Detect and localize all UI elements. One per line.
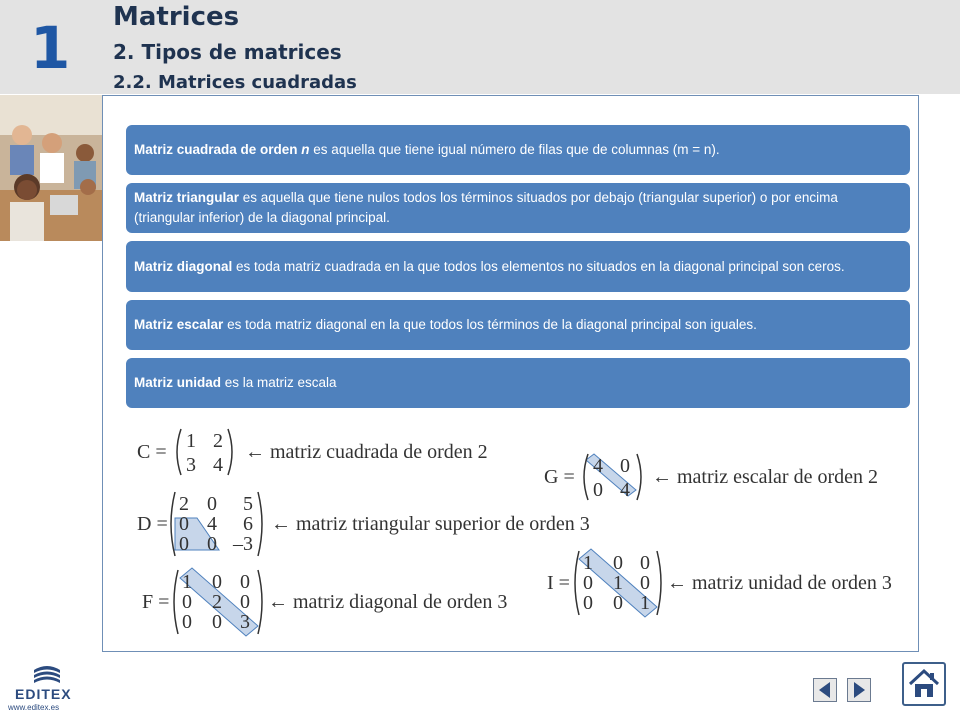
matrix-caption: ← matriz diagonal de orden 3	[268, 591, 508, 613]
home-icon	[904, 664, 944, 704]
matrix-cell: 0	[207, 493, 217, 515]
matrix-name: I =	[547, 572, 570, 594]
definition-text: es aquella que tiene nulos todos los términos situados por debajo (triangular superior) o por encima (triangular inferior) de la diagonal principal.	[134, 190, 838, 225]
previous-button[interactable]	[813, 678, 837, 702]
matrix-caption: ← matriz triangular superior de orden 3	[271, 513, 590, 535]
definition-term: Matriz triangular	[134, 190, 240, 205]
matrix-name: C =	[137, 441, 167, 463]
matrix-cell: 1	[613, 572, 623, 594]
matrix-cell: 0	[640, 552, 650, 574]
matrix-cell: 3	[240, 611, 250, 633]
home-button[interactable]	[902, 662, 946, 706]
definition-term: Matriz unidad	[134, 375, 221, 390]
matrix-cell: 4	[213, 454, 223, 476]
students-photo	[0, 95, 103, 241]
definition-text: es aquella que tiene igual número de filas que de columnas (m = n).	[309, 142, 720, 157]
matrix-cell: 0	[212, 571, 222, 593]
matrix-cell: 0	[613, 592, 623, 614]
matrix-cell: 4	[207, 513, 217, 535]
matrix-cell: 0	[593, 479, 603, 501]
matrix-cell: 1	[182, 571, 192, 593]
matrix-name: G =	[544, 466, 575, 488]
matrix-cell: 0	[182, 591, 192, 613]
definition-term: Matriz diagonal	[134, 258, 233, 274]
page-title: Matrices	[113, 2, 240, 32]
next-button[interactable]	[847, 678, 871, 702]
section-title: 2. Tipos de matrices	[113, 40, 342, 64]
subsection-title: 2.2. Matrices cuadradas	[113, 72, 357, 93]
matrix-cell: 0	[620, 455, 630, 477]
definition-scalar-matrix	[126, 300, 910, 350]
website-link[interactable]: www.editex.es	[8, 703, 60, 712]
matrix-cell: 1	[186, 430, 196, 452]
triangle-left-icon	[814, 679, 836, 701]
definition-identity-matrix	[126, 358, 910, 408]
matrix-caption: ← matriz cuadrada de orden 2	[245, 441, 488, 463]
definition-text: es la matriz escala	[221, 375, 337, 390]
matrix-cell: 6	[243, 513, 253, 535]
definition-var: n	[301, 142, 310, 157]
matrix-d-example	[135, 488, 595, 560]
matrix-g-example	[542, 450, 902, 505]
matrix-cell: 5	[243, 493, 253, 515]
definition-term: Matriz cuadrada de orden	[134, 142, 302, 157]
matrix-cell: 0	[212, 611, 222, 633]
matrix-name: F =	[142, 591, 170, 613]
matrix-cell: 2	[213, 430, 223, 452]
matrix-cell: 0	[640, 572, 650, 594]
matrix-caption: ← matriz escalar de orden 2	[652, 466, 879, 488]
matrix-cell: 0	[583, 572, 593, 594]
matrix-i-example	[545, 547, 915, 619]
matrix-cell: 1	[640, 592, 650, 614]
definition-term: Matriz escalar	[134, 317, 224, 332]
matrix-name: D =	[137, 513, 168, 535]
matrix-cell: 0	[207, 533, 217, 555]
matrix-cell: 4	[593, 455, 603, 477]
matrix-cell: 3	[186, 454, 196, 476]
matrix-cell: 0	[179, 533, 189, 555]
definition-text: es toda matriz diagonal en la que todos los términos de la diagonal principal son iguales.	[223, 317, 757, 332]
matrix-cell: 0	[240, 571, 250, 593]
definition-text: es toda matriz cuadrada en la que todos los elementos no situados en la diagonal principal son ceros.	[232, 258, 845, 274]
matrix-cell: 0	[179, 513, 189, 535]
matrix-cell: 1	[583, 552, 593, 574]
definition-square-matrix	[126, 125, 910, 175]
matrix-cell: 2	[212, 591, 222, 613]
matrix-cell: 2	[179, 493, 189, 515]
matrix-f-example	[140, 566, 540, 638]
matrix-cell: 0	[583, 592, 593, 614]
definition-diagonal-matrix	[126, 241, 910, 292]
matrix-caption: ← matriz unidad de orden 3	[667, 572, 892, 594]
matrix-cell: 0	[613, 552, 623, 574]
definition-triangular-matrix	[126, 183, 910, 233]
matrix-cell: –3	[233, 533, 253, 555]
triangle-right-icon	[848, 679, 870, 701]
matrix-c-example	[135, 425, 515, 480]
unit-number: 1	[30, 14, 71, 82]
brand-name: EDITEX	[15, 686, 72, 702]
editex-logo-icon	[14, 664, 80, 686]
matrix-cell: 4	[620, 479, 630, 501]
matrix-cell: 0	[240, 591, 250, 613]
matrix-cell: 0	[182, 611, 192, 633]
